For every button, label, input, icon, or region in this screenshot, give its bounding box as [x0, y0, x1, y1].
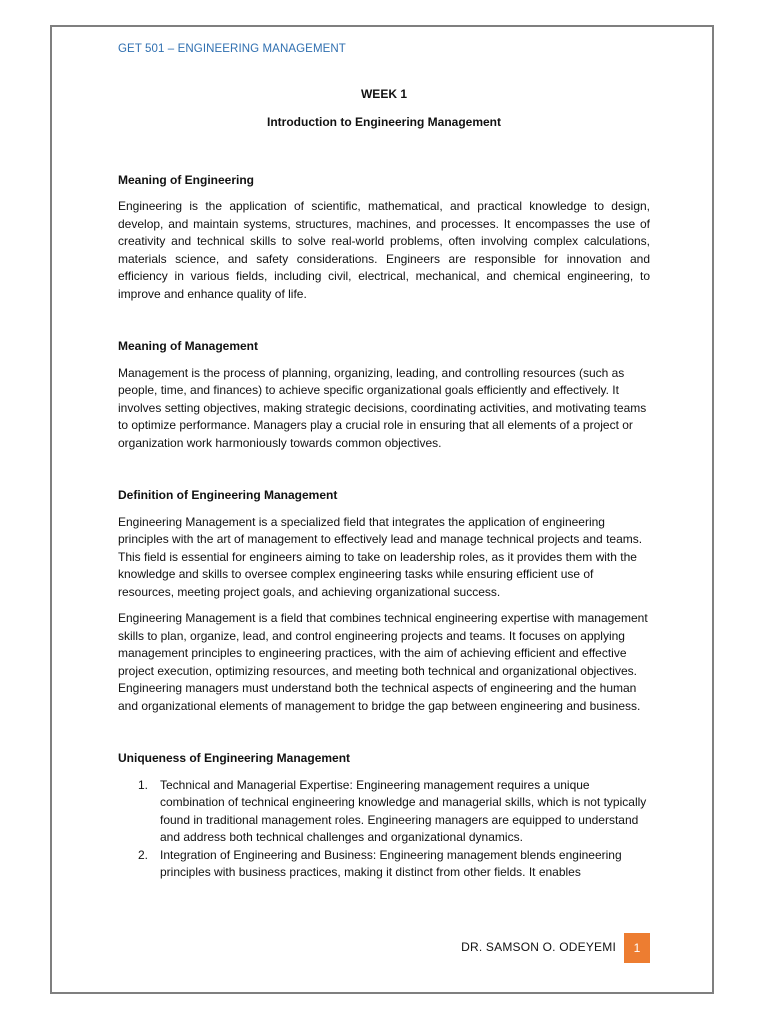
spacer	[118, 132, 650, 172]
document-title: Introduction to Engineering Management	[267, 115, 501, 129]
footer-author: DR. SAMSON O. ODEYEMI	[461, 940, 616, 954]
paragraph-definition-2: Engineering Management is a field that combines technical engineering expertise with management skills to plan, organize, lead, and control engineering projects and teams. It focuses on applying management principles to engineering practices, with the aim of achieving efficient and effective project execution, optimizing resources, and meeting both technical and organizational objectives. Engineering managers must understand both the technical aspects of engineering and the human and organizational elements of management to bridge the gap between engineering and business.	[118, 611, 648, 713]
list-item-number: 2.	[138, 847, 149, 862]
uniqueness-list	[118, 777, 650, 882]
list-item	[118, 847, 650, 882]
section-heading-management: Meaning of Management	[118, 339, 259, 353]
section-heading-uniqueness: Uniqueness of Engineering Management	[118, 751, 351, 765]
document-body	[118, 86, 650, 882]
list-item-text: Technical and Managerial Expertise: Engineering management requires a unique combination of technical engineering knowledge and managerial skills, which is not typically found in traditional management roles. Engineering managers are equipped to understand and address both technical challenges and organizational dynamics.	[160, 777, 647, 844]
list-item-text: Integration of Engineering and Business: Engineering management blends engineering principles with business practices, making it distinct from other fields. It enables	[160, 847, 622, 879]
page-number-badge: 1	[624, 933, 650, 963]
course-header: GET 501 – ENGINEERING MANAGEMENT	[118, 43, 346, 55]
section-heading-definition: Definition of Engineering Management	[118, 488, 338, 502]
section-heading-engineering: Meaning of Engineering	[118, 172, 255, 187]
list-item-number: 1.	[138, 777, 149, 792]
week-label: WEEK 1	[360, 87, 407, 101]
paragraph-definition-1: Engineering Management is a specialized field that integrates the application of engineering principles with the art of management to effectively lead and manage technical projects and teams. This field is essential for engineers aiming to take on leadership roles, as it provides them with the knowledge and skills to oversee complex engineering tasks while ensuring efficient use of resources, meeting project goals, and achieving organizational success.	[118, 514, 643, 599]
paragraph-management: Management is the process of planning, organizing, leading, and controlling resources (such as people, time, and finances) to achieve specific organizational goals efficiently and effectively. It involves setting objectives, making strategic decisions, coordinating activities, and motivating teams to optimize performance. Managers play a crucial role in ensuring that all elements of a project or organization work harmoniously towards common objectives.	[118, 365, 647, 450]
paragraph-engineering: Engineering is the application of scientific, mathematical, and practical knowledge to design, develop, and maintain systems, structures, machines, and processes. It encompasses the use of creativity and technical skills to solve real-world problems, often involving complex calculations, materials science, and safety considerations. Engineers are responsible for innovation and efficiency in various fields, including civil, electrical, mechanical, and chemical engineering, to improve and enhance quality of life.	[118, 199, 650, 301]
list-item	[118, 777, 650, 847]
